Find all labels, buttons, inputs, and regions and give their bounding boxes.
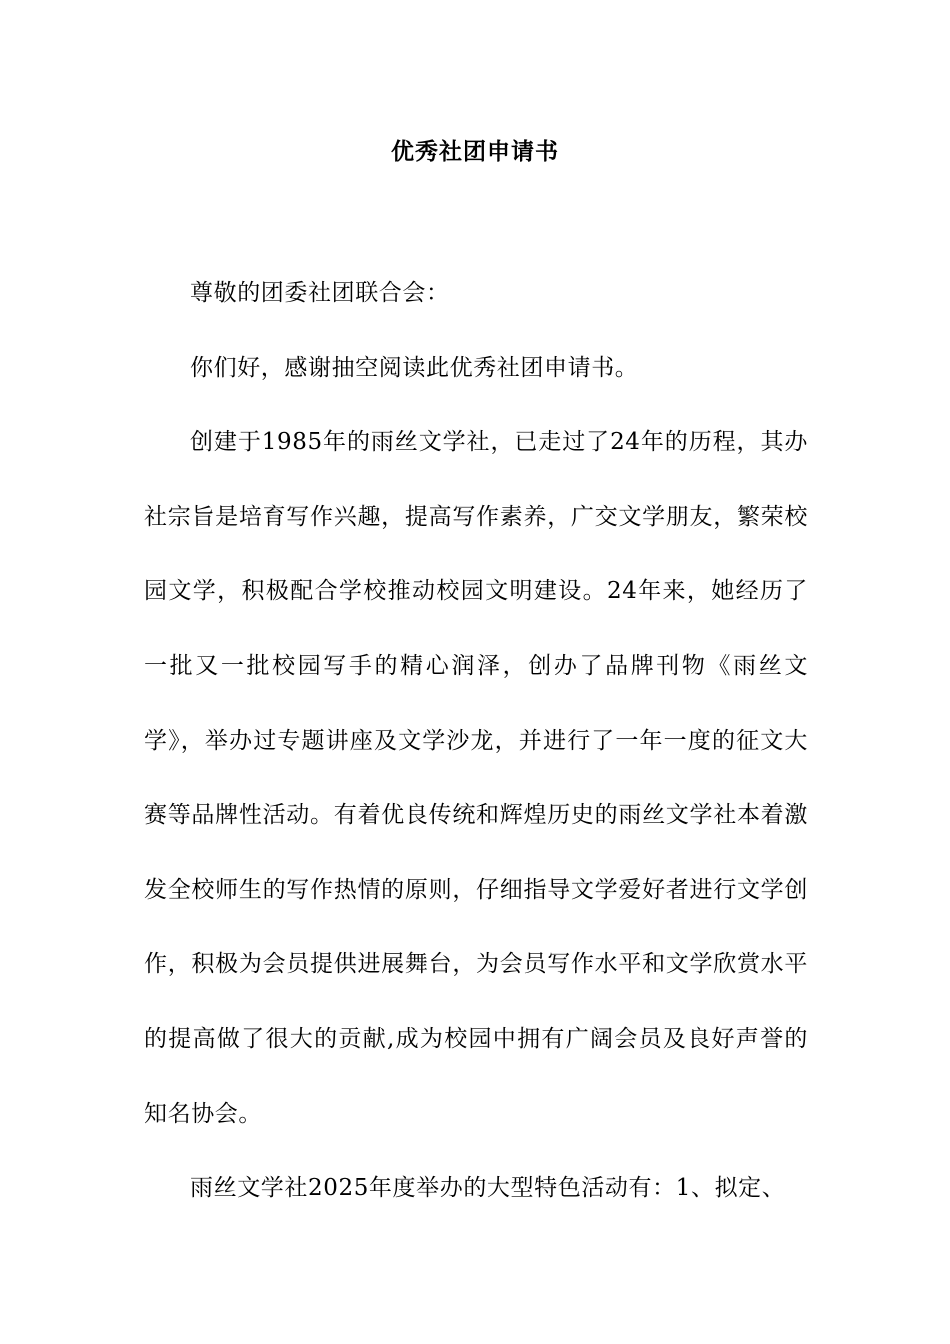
document-title: 优秀社团申请书 [391, 138, 559, 165]
history-paragraph: 创建于1985年的雨丝文学社，已走过了24年的历程，其办社宗旨是培育写作兴趣，提高写作素养，广交文学朋友，繁荣校园文学，积极配合学校推动校园文明建设。24年来，她经历了一批又一批校园写手的精心润泽，创办了品牌刊物《雨丝文学》，举办过专题讲座及文学沙龙，并进行了一年一度的征文大赛等品牌性活动。有着优良传统和辉煌历史的雨丝文学社本着激发全校师生的写作热情的原则，仔细指导文学爱好者进行文学创作，积极为会员提供进展舞台，为会员写作水平和文学欣赏水平的提高做了很大的贡献,成为校园中拥有广阔会员及良好声誉的知名协会。 [144, 429, 808, 1127]
activities-paragraph: 雨丝文学社2025年度举办的大型特色活动有：1、拟定、 [190, 1175, 786, 1202]
salutation-paragraph: 尊敬的团委社团联合会： [190, 280, 450, 306]
greeting-paragraph: 你们好，感谢抽空阅读此优秀社团申请书。 [190, 354, 639, 381]
document-body [144, 256, 808, 1226]
